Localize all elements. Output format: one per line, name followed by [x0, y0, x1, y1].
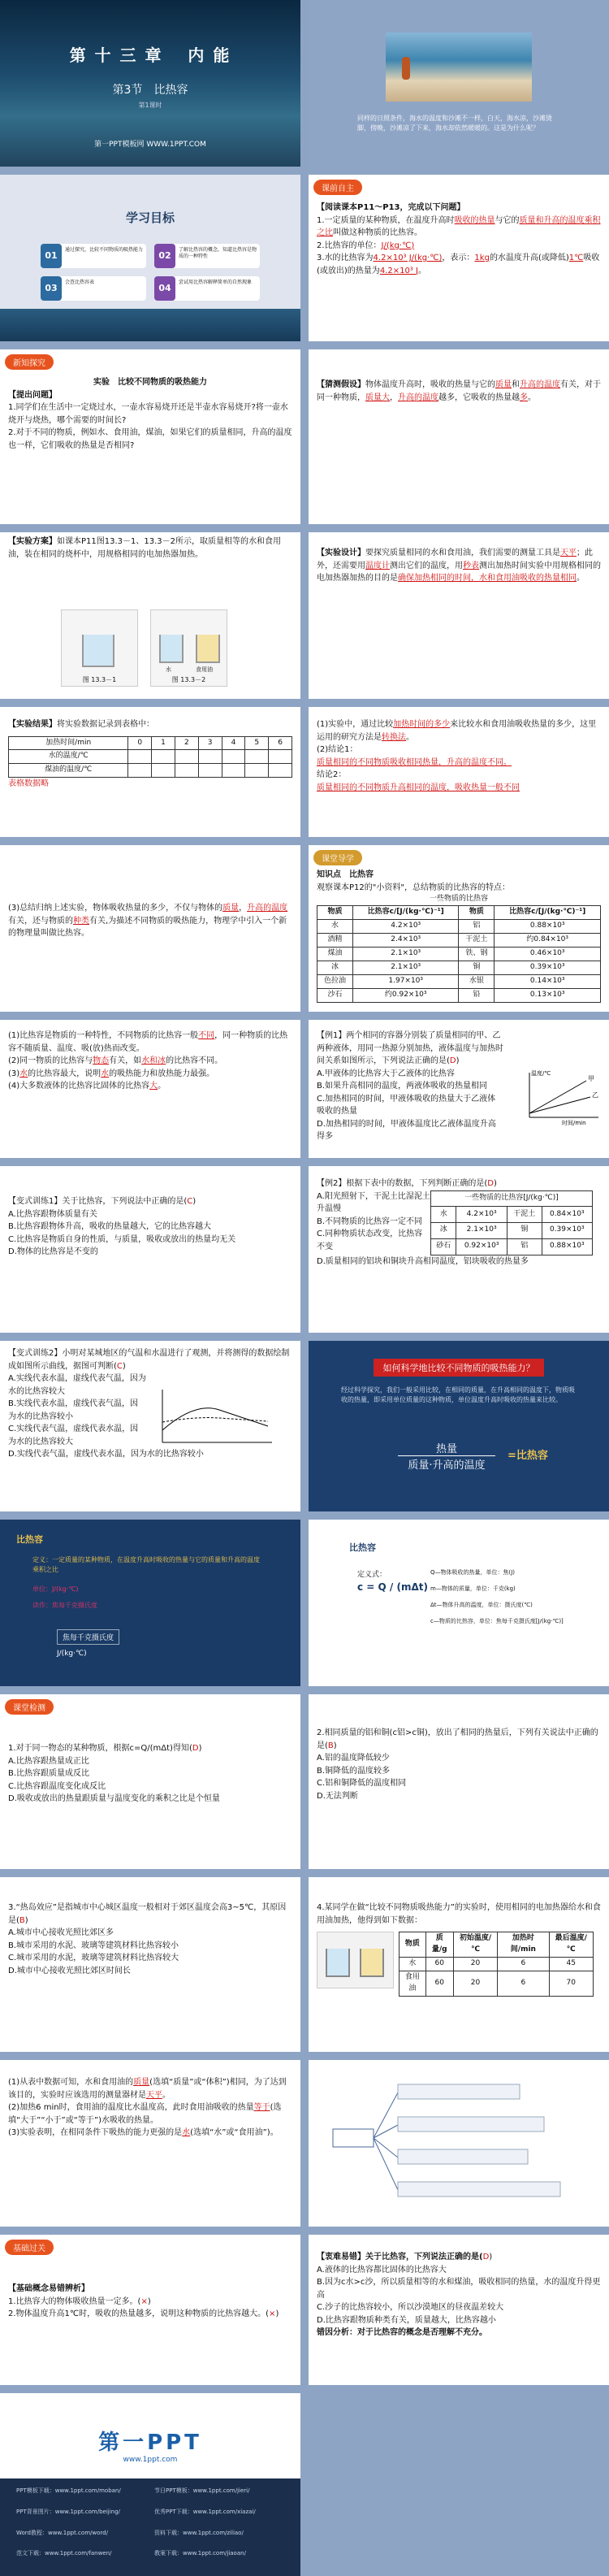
table-text: 观察课本P12的"小资料"，总结物质的比热容的特点：	[317, 883, 510, 892]
q3-option-c: C.城市采用的水泥，玻璃等建筑材料比热容较大	[8, 1954, 179, 1962]
cover-section: 第3节 比热容	[112, 84, 188, 97]
q4b-2: (2)加热6 min时，食用油的温度比水温度高，此时食用油吸收的热量等于(选填“大于”“小于”或“等于”)水吸收的热量。	[8, 2103, 282, 2125]
table-note: 表格数据略	[8, 779, 49, 789]
def-line-2: 单位：J/(kg·℃)	[32, 1585, 79, 1593]
line-jia	[529, 1081, 586, 1113]
prop-1: (1)比热容是物质的一种特性，不同物质的比热容一般不同，同一种物质的比热容不随质量、温度、吸(放)热而改变。	[8, 1031, 288, 1053]
tr2-option-a: A.实线代表水温，虚线代表气温，因为水的比热容较大	[8, 1374, 146, 1396]
question-2: 2.对于不同的物质，例如水、食用油，煤油，如果它们的质量相同，升高的温度也一样，它们吸收的热量是否相同?	[8, 428, 292, 450]
footer-links	[0, 2478, 300, 2576]
beaker-oil	[196, 635, 220, 663]
design-content: 【实验设计】要探究质量相同的水和食用油，我们需要的测量工具是天平；此外，还需要用温度计测出它们的温度，用秒表测出加热时间实验中用规格相同的电加热器加热的目的是确保加热相同的时间，水和食用油吸收的热量相同。	[317, 549, 601, 583]
formula-numerator: 热量	[398, 1440, 495, 1456]
newlesson-slide	[0, 349, 300, 524]
q4-slide	[309, 1877, 609, 2052]
question-heading: 【提出问题】	[8, 390, 57, 400]
ex3-question: 【衷难易错】关于比热容，下列说法正确的是(D)	[317, 2253, 493, 2262]
label-jia: 甲	[588, 1075, 594, 1082]
q3-option-b: B.城市采用的水泥、玻璃等建筑材料比热容较小	[8, 1941, 179, 1950]
question-1: 1.同学们在生活中一定烧过水，一壶水容易烧开还是半壶水容易烧开?将一壶水烧开与烧热，哪个需要的时间长?	[8, 403, 288, 425]
ex2-option-c: C.同种物质状态改变，比热容不变	[317, 1229, 423, 1251]
table-row: 酒精 2.4×10³ 干泥土 约0.84×10³	[317, 933, 601, 947]
footer-link[interactable]: Word教程：www.1ppt.com/word/	[16, 2529, 108, 2536]
branch-4	[374, 2138, 398, 2190]
footer-link[interactable]: 教案下载：www.1ppt.com/jiaoan/	[154, 2550, 246, 2557]
figure-2-caption: 图 13.3－2	[171, 676, 206, 683]
line-yi	[529, 1097, 590, 1113]
tr2-options	[8, 1373, 146, 1448]
label-yi: 乙	[592, 1091, 598, 1099]
plan-title: 【实验方案】	[8, 537, 57, 546]
def2-line-4: Δt—物体升高的温度，单位：摄氏度(℃)	[430, 1602, 533, 1608]
tr1-question: 【变式训练1】关于比热容，下列说法中正确的是(C)	[8, 1197, 197, 1206]
q4b-3: (3)实验表明，在相同条件下吸热的能力更强的是水(选填“水”或“食用油”)。	[8, 2128, 279, 2137]
def2-slide	[309, 1520, 609, 1686]
q2-option-a: A.铝的温度降低较少	[317, 1754, 390, 1763]
table-row: 一些物质的比热容[J/(kg·℃)]	[431, 1190, 593, 1207]
leaf-2	[398, 2117, 544, 2131]
result-title: 【实验结果】	[8, 720, 57, 729]
q2-option-d: D.无法判断	[317, 1791, 358, 1801]
table-slide	[309, 845, 609, 1012]
preview-q1: 1.一定质量的某种物质，在温度升高时吸收的热量与它的质量和升高的温度乘积之比叫做这种物质的比热容。	[317, 215, 601, 237]
mindmap-slide	[309, 2060, 609, 2227]
tr1-option-b: B.比热容跟物体升高，吸收的热量越大，它的比热容越大	[8, 1222, 212, 1231]
table-row: 加热时间/min 0 1 2 3 4 5 6	[9, 736, 292, 750]
tr2-option-d: D.实线代表气温，虚线代表水温，因为水的比热容较小	[8, 1450, 204, 1459]
def-heading: 比热容	[16, 1534, 43, 1545]
goal-card-2	[154, 244, 260, 268]
tr1-content	[0, 1166, 300, 1262]
logo-text: 第一PPT	[98, 2431, 202, 2455]
water-label: 水	[166, 666, 171, 673]
conclusion-2: 质量相同的不同物质升高相同的温度，吸收热量一般不同	[317, 783, 520, 792]
q3: 3.“热岛效应”是指城市中心城区温度一般相对于郊区温度会高3~5℃，其原因是(B)	[8, 1903, 287, 1925]
leaf-3	[398, 2149, 528, 2164]
beaker-water	[82, 635, 114, 667]
def2-formula: c = Q / (mΔt)	[357, 1581, 428, 1593]
q4-body	[317, 1932, 601, 1997]
specific-heat-table	[317, 905, 601, 1003]
footer-link[interactable]: PPT背景图片：www.1ppt.com/beijing/	[16, 2508, 120, 2515]
ex1-slide	[309, 1020, 609, 1158]
goal-card-4	[154, 276, 260, 301]
ex1-option-b: B.如果升高相同的温度，两液体吸收的热量相同	[317, 1082, 488, 1091]
intro-slide	[309, 0, 609, 167]
formula-paragraph: 经过科学探究，我们一般采用比较，在相同的质量，在升高相同的温度下，物质吸收的热量，即采用单位质量的这种物质，单位温度升高时吸收的热量来比较。	[341, 1386, 575, 1403]
q2-option-b: B.铜降低的温度较多	[317, 1766, 391, 1776]
ex2-option-a: A.阳光照射下，干泥土比湿泥土升温慢	[317, 1191, 430, 1213]
leaf-1	[398, 2084, 520, 2099]
goals-bottom-band	[0, 309, 300, 341]
footer-link[interactable]: 范文下载：www.1ppt.com/fanwen/	[16, 2550, 112, 2557]
ex3-option-a: A.液体的比热容都比固体的比热容大	[317, 2265, 447, 2275]
guess-slide	[309, 349, 609, 524]
basic-content	[0, 2258, 300, 2324]
goal-card-3	[41, 276, 146, 301]
q4-question: 4.某同学在做“比较不同物质吸热能力”的实验时，使用相同的电加热器给水和食用油加热，他得到如下数据：	[317, 1903, 601, 1925]
beaker-water	[326, 1949, 350, 1977]
tr1-option-d: D.物体的比热容是不变的	[8, 1247, 98, 1256]
design-slide	[309, 532, 609, 699]
ex2-body	[317, 1190, 601, 1255]
plan-content	[0, 532, 300, 564]
q4b-slide	[0, 2060, 300, 2227]
cover-chapter: 第 十 三 章 内 能	[69, 46, 231, 65]
beach-image	[386, 33, 532, 102]
center-node	[333, 2129, 374, 2147]
mindmap-diagram	[309, 2060, 609, 2227]
formula-denominator: 质量·升高的温度	[408, 1459, 486, 1472]
practice-tag: 课堂检测	[5, 1699, 54, 1715]
goal-number: 03	[41, 276, 62, 301]
table-row: 食用油 60 20 6 70	[400, 1971, 594, 1996]
ex2-table	[430, 1190, 593, 1255]
y-label: 温度/℃	[531, 1070, 551, 1077]
ex3-option-d: D.比热容跟物质种类有关，质量越大，比热容越小	[317, 2315, 496, 2325]
tr1-option-c: C.比热容是物质自身的性质，与质量，吸收或放出的热量均无关	[8, 1234, 236, 1244]
ex2-option-d: D.质量相同的铝块和铜块升高相同温度，铝块吸收的热量多	[317, 1256, 529, 1266]
practice1-content	[0, 1718, 300, 1809]
def-line-1: 定义：一定质量的某种物质，在温度升高时吸收的热量与它的质量和升高的温度乘积之比	[32, 1556, 260, 1573]
basic-slide	[0, 2235, 300, 2385]
goal-text: 通过探究，比较不同物质的吸热能力	[65, 247, 144, 253]
x-label: 时间/min	[562, 1120, 586, 1125]
table-title: 知识点 比热容	[317, 870, 374, 879]
table-row: 冰 2.1×10³ 铜 0.39×10³	[317, 961, 601, 974]
figure-1	[61, 609, 138, 687]
table-row: 水 60 20 6 45	[400, 1957, 594, 1971]
def-line-3: 读作：焦每千克摄氏度	[32, 1602, 97, 1609]
ex3-option-c: C.沙子的比热容较小，所以沙漠地区的昼夜温差较大	[317, 2303, 504, 2312]
summary-slide	[0, 845, 300, 1012]
ex2-slide	[309, 1166, 609, 1333]
q2-option-c: C.铝和铜降低的温度相同	[317, 1779, 407, 1788]
tr2-option-c: C.实线代表气温，虚线代表水温，因为水的比热容较大	[8, 1425, 139, 1446]
tr2-slide	[0, 1341, 300, 1511]
person-figure	[402, 57, 410, 80]
branch-3	[374, 2138, 398, 2158]
ex2-option-b: B.不同物质的比热容一定不同	[317, 1216, 423, 1226]
q1-option-d: D.吸收或放出的热量跟质量与温度变化的乘积之比是个恒量	[8, 1794, 220, 1803]
goal-card-1	[41, 244, 146, 268]
table-row: 煤油 2.1×10³ 铁、钢 0.46×10³	[317, 947, 601, 961]
q3-option-a: A.城市中心接收光照比郊区多	[8, 1928, 114, 1937]
cover-slide	[0, 0, 300, 167]
preview-slide	[309, 175, 609, 341]
basic-title: 【基础概念易错辨析】	[8, 2284, 89, 2293]
analysis-1: (1)实验中，通过比较加热时间的多少来比较水和食用油吸收热量的多少，这里运用的研究方法是转换法。	[317, 720, 597, 742]
plan-text: 如课本P11图13.3－1、13.3－2所示，取质量相等的水和食用油，装在相同的烧杯中，用规格相同的电加热器加热。	[8, 537, 282, 559]
q4-apparatus	[317, 1932, 394, 1988]
formula-result: =比热容	[508, 1450, 548, 1462]
guess-content: 【猜测假设】物体温度升高时，吸收的热量与它的质量和升高的温度有关，对于同一种物质，质量大，升高的温度越多，它吸收的热量越多。	[317, 380, 601, 402]
ex2-content	[309, 1166, 609, 1271]
q1: 1.对于同一物态的某种物质，根据c=Q/(mΔt)得知(D)	[8, 1744, 202, 1753]
result-table	[8, 736, 292, 778]
newlesson-tag: 新知探究	[5, 354, 54, 370]
q2: 2.相同质量的铝和铜(c铝>c铜)，放出了相同的热量后，下列有关说法中正确的是(B)	[317, 1728, 598, 1750]
cover-sub: 第1课时	[138, 102, 162, 109]
goal-number: 02	[154, 244, 175, 268]
ex1-option-c: C.加热相同的时间，甲液体吸收的热量大于乙液体吸收的热量	[317, 1094, 496, 1116]
ex1-question: 【例1】两个相同的容器分别装了质量相同的甲、乙两种液体，用同一热源分别加热，液体温度与加热时间关系如图所示，下列说法正确的是(D)	[317, 1031, 503, 1065]
def2-line-3: m—物体的质量，单位：千克(kg)	[430, 1585, 516, 1592]
footer-link[interactable]: PPT模板下载：www.1ppt.com/moban/	[16, 2487, 121, 2494]
q1-option-a: A.比热容跟热量成正比	[8, 1756, 89, 1766]
preview-heading: 【阅读课本P11～P13，完成以下问题】	[317, 203, 465, 212]
ex3-note: 错因分析：对于比热容的概念是否理解不充分。	[317, 2328, 487, 2337]
design-title: 【实验设计】	[317, 549, 365, 557]
ex1-graph	[521, 1069, 603, 1125]
table-caption: 一些物质的比热容	[429, 895, 488, 903]
practice2-content	[309, 1694, 609, 1806]
basic-tag: 基础过关	[5, 2240, 54, 2255]
q3-slide	[0, 1877, 300, 2052]
oil-label: 食用油	[196, 666, 213, 673]
props-content	[0, 1020, 300, 1096]
ex2-question: 【例2】根据下表中的数据，下列判断正确的是(D)	[317, 1179, 497, 1188]
table-content	[309, 869, 609, 1006]
table-tag: 课堂导学	[313, 850, 362, 865]
table-row: 水的温度/℃	[9, 750, 292, 764]
def2-line-1: 定义式：	[357, 1571, 387, 1579]
practice2-slide	[309, 1694, 609, 1869]
footer-logo	[0, 2426, 300, 2464]
formula-slide	[309, 1341, 609, 1511]
ex3-slide	[309, 2235, 609, 2385]
table-row: 沙石 约0.92×10³ 铅 0.13×10³	[317, 988, 601, 1002]
basic-1: 1.比热容大的物体吸收热量一定多。(×)	[8, 2296, 151, 2306]
conclusion-1: 质量相同的不同物质吸收相同热量，升高的温度不同。	[317, 757, 512, 767]
analysis-content	[309, 707, 609, 797]
ex3-content	[309, 2235, 609, 2343]
table-row: 砂石 0.92×10³ 铝 0.88×10³	[431, 1238, 593, 1255]
goal-number: 01	[41, 244, 62, 268]
table-row: 物质 比热容c/[J/(kg·℃)⁻¹] 物质 比热容c/[J/(kg·℃)⁻¹]	[317, 905, 601, 919]
analysis-2: (2)结论1：	[317, 745, 358, 754]
goal-text: 尝试用比热容解释简单的自然现象	[179, 280, 253, 285]
ex1-content	[309, 1020, 512, 1147]
prop-2: (2)同一物质的比热容与物态有关，如水和冰的比热容不同。	[8, 1056, 223, 1065]
props-slide	[0, 1020, 300, 1158]
analysis-3: 结论2：	[317, 770, 347, 779]
tr1-option-a: A.比热容跟物体质量有关	[8, 1209, 97, 1219]
table-row: 煤油的温度/℃	[9, 764, 292, 778]
intro-caption: 同样的日照条件，海水的温度和沙滩不一样，白天，海水凉，沙滩烫脚，傍晚，沙滩凉了下来，海水却依然暖暖的。这是为什么呢？	[357, 115, 552, 132]
prop-3: (3)水的比热容最大，说明水的吸热能力和放热能力最强。	[8, 1069, 215, 1078]
beaker-water-2	[159, 635, 184, 663]
goal-text: 了解比热容的概念，知道比热容是物质的一种特性	[179, 247, 257, 259]
cover-site: 第一PPT模板网 WWW.1PPT.COM	[94, 141, 206, 149]
def2-heading: 比热容	[349, 1542, 376, 1553]
def-slide	[0, 1520, 300, 1686]
preview-q2: 2.比热容的单位：J/(kg·℃)	[317, 241, 415, 250]
ex1-option-a: A.甲液体的比热容大于乙液体的比热容	[317, 1069, 455, 1078]
table-row: 物质 质量/g 初始温度/℃ 加热时间/min 最后温度/℃	[400, 1932, 594, 1958]
footer-link[interactable]: 节日PPT模板：www.1ppt.com/jieri/	[154, 2487, 250, 2494]
preview-q3: 3.水的比热容为4.2×10³ J/(kg·℃)，表示：1kg的水温度升高(或降低)1℃吸收(或放出)的热量为4.2×10³ J。	[317, 254, 600, 275]
prop-4: (4)大多数液体的比热容比固体的比热容大。	[8, 1082, 166, 1091]
solid-curve	[162, 1408, 268, 1430]
formula-question: 如何科学地比较不同物质的吸热能力？	[374, 1359, 544, 1377]
def2-line-2: Q—物体吸收的热量，单位：焦(J)	[430, 1569, 516, 1576]
preview-content	[309, 198, 609, 280]
footer-link[interactable]: 资料下载：www.1ppt.com/ziliao/	[154, 2529, 244, 2536]
beaker-oil	[360, 1949, 384, 1977]
practice1-slide	[0, 1694, 300, 1869]
basic-2: 2.物体温度升高1℃时，吸收的热量越多，说明这种物质的比热容越大。(×)	[8, 2309, 279, 2318]
goals-slide	[0, 175, 300, 341]
table-row: 水 4.2×10³ 铝 0.88×10³	[317, 919, 601, 933]
table-row: 色拉油 1.97×10³ 水银 0.14×10³	[317, 974, 601, 988]
summary-content: (3)总结归纳上述实验，物体吸收热量的多少，不仅与物体的质量，升高的温度有关，还与物质的种类有关,为描述不同物质的吸热能力，物理学中引入一个新的物理量叫做比热容。	[8, 904, 288, 938]
footer-slide	[0, 2393, 300, 2576]
q4-content	[309, 1877, 609, 2000]
tr1-slide	[0, 1166, 300, 1333]
q1-option-b: B.比热容跟质量成反比	[8, 1769, 90, 1778]
leaf-4	[398, 2182, 560, 2197]
goal-number: 04	[154, 276, 175, 301]
def-unit: 焦每千克摄氏度	[57, 1629, 119, 1645]
def-symbol: J/(kg·℃)	[57, 1650, 87, 1658]
q4-table	[399, 1932, 594, 1997]
newlesson-content	[0, 373, 300, 455]
table-row: 冰 2.1×10³ 铜 0.39×10³	[431, 1223, 593, 1239]
def2-line-5: c—物质的比热容，单位：焦每千克摄氏度[J/(kg·℃)]	[430, 1618, 564, 1624]
figure-2	[150, 609, 227, 687]
result-slide	[0, 707, 300, 837]
q4b-1: (1)从表中数据可知，水和食用油的质量(选填“质量”或“体积”)相同，为了达到该目的，实验时应该选用的测量器材是天平。	[8, 2078, 287, 2100]
tr2-graph	[154, 1386, 276, 1451]
plan-slide	[0, 532, 300, 699]
goals-title: 学习目标	[125, 210, 175, 225]
ex1-option-d: D.加热相同的时间，甲液体温度比乙液体温度升高得多	[317, 1119, 496, 1141]
q3-option-d: D.城市中心接收光照比郊区时间长	[8, 1966, 131, 1975]
experiment-title: 实验 比较不同物质的吸热能力	[93, 378, 207, 387]
q4b-content	[0, 2060, 300, 2143]
result-content	[0, 707, 300, 794]
footer-link[interactable]: 优秀PPT下载：www.1ppt.com/xiazai/	[154, 2508, 256, 2515]
figure-1-caption: 图 13.3－1	[82, 676, 117, 683]
q1-option-c: C.比热容跟温度变化成反比	[8, 1781, 106, 1791]
goal-text: 会查比热容表	[65, 280, 95, 285]
result-text: 将实验数据记录到表格中：	[57, 720, 154, 729]
ex2-options	[317, 1190, 430, 1255]
ex3-option-b: B.因为c水>c沙，所以质量相等的水和煤油，吸收相同的热量，水的温度升得更高	[317, 2278, 601, 2300]
tr2-option-b: B.实线代表水温，虚线代表气温，因为水的比热容较小	[8, 1399, 139, 1421]
guess-title: 【猜测假设】	[317, 380, 365, 389]
analysis-slide	[309, 707, 609, 837]
table-row: 水 4.2×10³ 干泥土 0.84×10³	[431, 1207, 593, 1223]
logo-url: www.1ppt.com	[123, 2456, 178, 2464]
q3-content	[0, 1877, 300, 1980]
preview-tag: 课前自主	[313, 180, 362, 195]
tr2-question: 【变式训练2】小明对某城地区的气温和水温进行了观测，并将测得的数据绘制成如图所示曲线，据图可判断(C)	[8, 1349, 290, 1371]
